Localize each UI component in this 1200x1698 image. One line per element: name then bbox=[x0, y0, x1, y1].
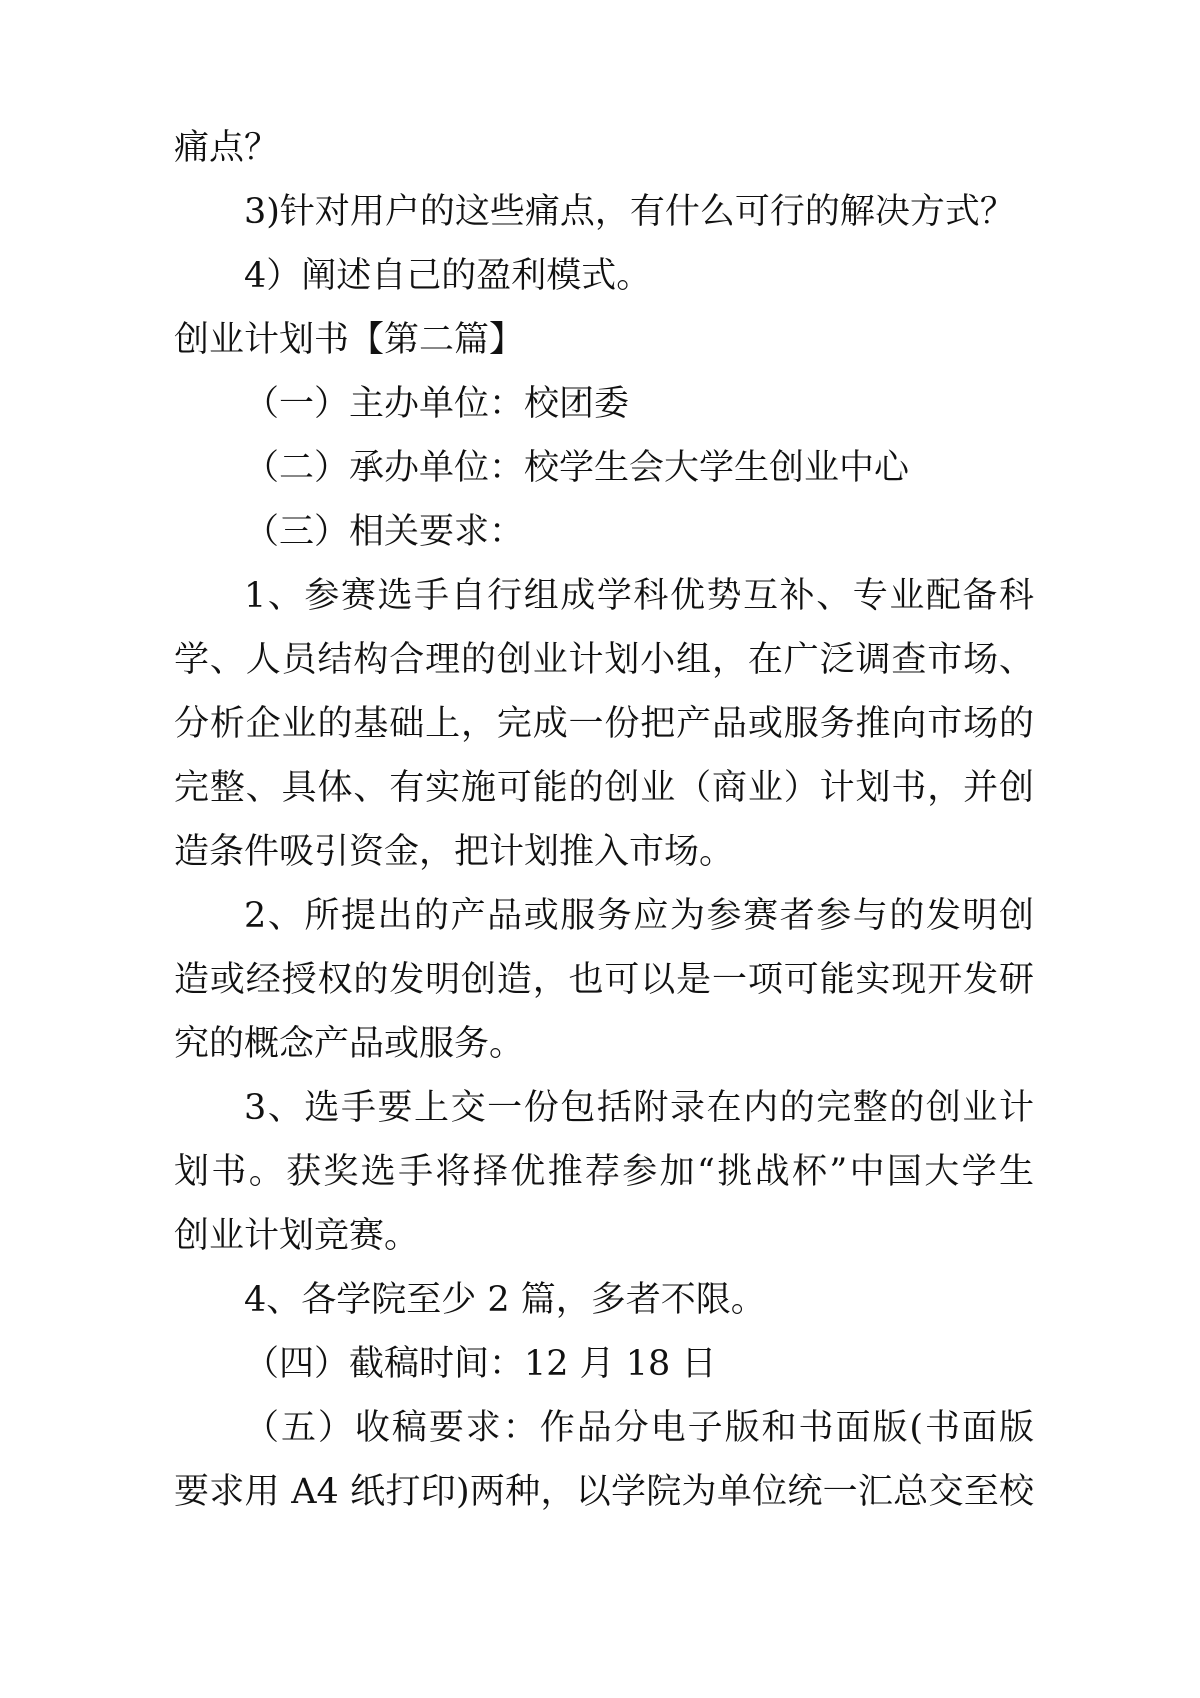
text-line: 3)针对用户的这些痛点，有什么可行的解决方式？ bbox=[244, 192, 1015, 232]
text-line: 究的概念产品或服务。 bbox=[174, 1024, 525, 1064]
text-line: 创业计划竞赛。 bbox=[174, 1216, 420, 1256]
text-line: （二）承办单位：校学生会大学生创业中心 bbox=[244, 448, 910, 488]
text-line: 4）阐述自己的盈利模式。 bbox=[244, 256, 652, 296]
text-line: 2、所提出的产品或服务应为参赛者参与的发明创 bbox=[244, 896, 1034, 936]
text-line: 完整、具体、有实施可能的创业（商业）计划书，并创 bbox=[174, 768, 1034, 808]
text-line: （四）截稿时间：12 月 18 日 bbox=[244, 1344, 717, 1384]
text-line: 造条件吸引资金，把计划推入市场。 bbox=[174, 832, 735, 872]
text-line: 划书。获奖选手将择优推荐参加“挑战杯”中国大学生 bbox=[174, 1152, 1034, 1192]
text-line: 4、各学院至少 2 篇，多者不限。 bbox=[244, 1280, 766, 1320]
text-line: 痛点？ bbox=[174, 128, 280, 168]
text-line: 3、选手要上交一份包括附录在内的完整的创业计 bbox=[244, 1088, 1034, 1128]
text-line: 1、参赛选手自行组成学科优势互补、专业配备科 bbox=[244, 576, 1034, 616]
text-line: （五）收稿要求：作品分电子版和书面版(书面版 bbox=[244, 1408, 1034, 1448]
document-body bbox=[174, 116, 1034, 1524]
text-line: （一）主办单位：校团委 bbox=[244, 384, 630, 424]
text-line: 学、人员结构合理的创业计划小组，在广泛调查市场、 bbox=[174, 640, 1034, 680]
section-heading: 创业计划书【第二篇】 bbox=[174, 320, 525, 360]
text-line: 分析企业的基础上，完成一份把产品或服务推向市场的 bbox=[174, 704, 1034, 744]
text-line: 要求用 A4 纸打印)两种，以学院为单位统一汇总交至校 bbox=[174, 1472, 1034, 1512]
text-line: 造或经授权的发明创造，也可以是一项可能实现开发研 bbox=[174, 960, 1034, 1000]
text-line: （三）相关要求： bbox=[244, 512, 525, 552]
